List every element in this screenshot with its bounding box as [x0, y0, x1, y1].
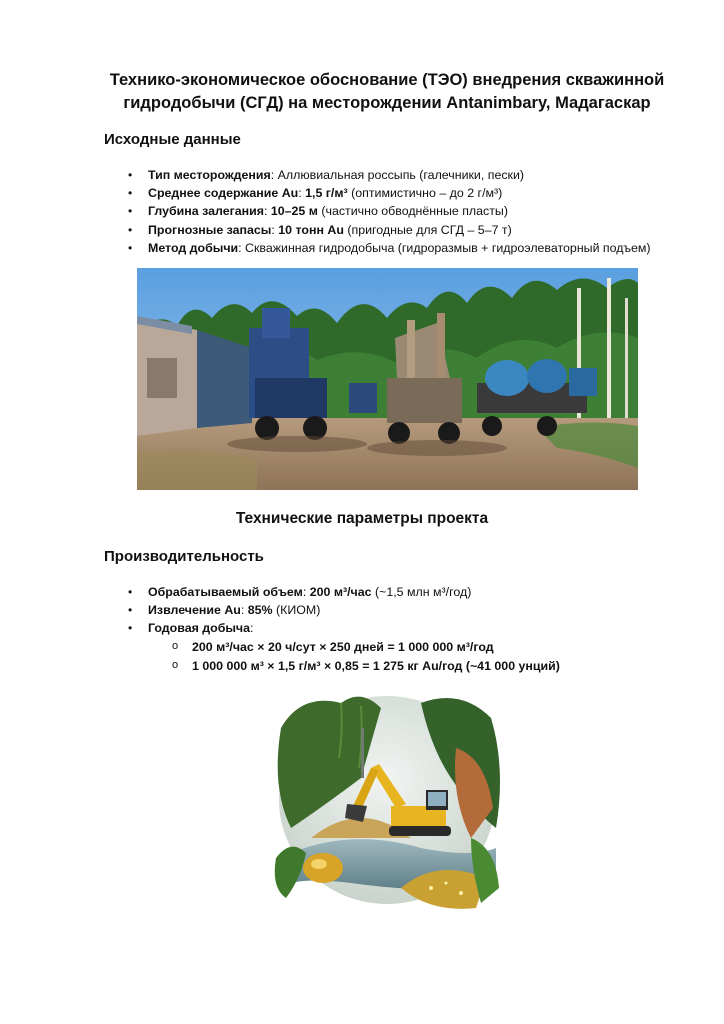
list-item: • Прогнозные запасы: 10 тонн Au (пригодные для СГД – 5–7 т)	[128, 221, 708, 239]
list-item: • Извлечение Au: 85% (КИОМ)	[128, 601, 708, 619]
initial-data-list	[128, 166, 708, 257]
annual-production-calc-list	[172, 638, 560, 675]
list-item: o 1 000 000 м³ × 1,5 г/м³ × 0,85 = 1 275 кг Au/год (~41 000 унций)	[172, 657, 560, 676]
productivity-list	[128, 583, 708, 638]
list-item: • Глубина залегания: 10–25 м (частично обводнённые пласты)	[128, 202, 708, 220]
drilling-rigs-photo	[137, 268, 638, 490]
section-heading-initial-data: Исходные данные	[104, 131, 241, 148]
excavator-gold-illustration	[271, 688, 504, 922]
list-item: • Обрабатываемый объем: 200 м³/час (~1,5 млн м³/год)	[128, 583, 708, 601]
section-heading-productivity: Производительность	[104, 548, 264, 565]
title-line-2: гидродобычи (СГД) на месторождении Antanimbary, Мадагаскар	[123, 94, 651, 112]
list-item: • Метод добычи: Скважинная гидродобыча (гидроразмыв + гидроэлеваторный подъем)	[128, 239, 708, 257]
section-heading-tech-params: Технические параметры проекта	[235, 510, 489, 527]
list-item: o 200 м³/час × 20 ч/сут × 250 дней = 1 000 000 м³/год	[172, 638, 560, 657]
list-item: • Тип месторождения: Аллювиальная россыпь (галечники, пески)	[128, 166, 708, 184]
list-item: • Среднее содержание Au: 1,5 г/м³ (оптимистично – до 2 г/м³)	[128, 184, 708, 202]
document-title	[100, 69, 674, 115]
list-item: • Годовая добыча:	[128, 619, 708, 637]
title-line-1: Технико-экономическое обоснование (ТЭО) внедрения скважинной	[109, 71, 665, 89]
